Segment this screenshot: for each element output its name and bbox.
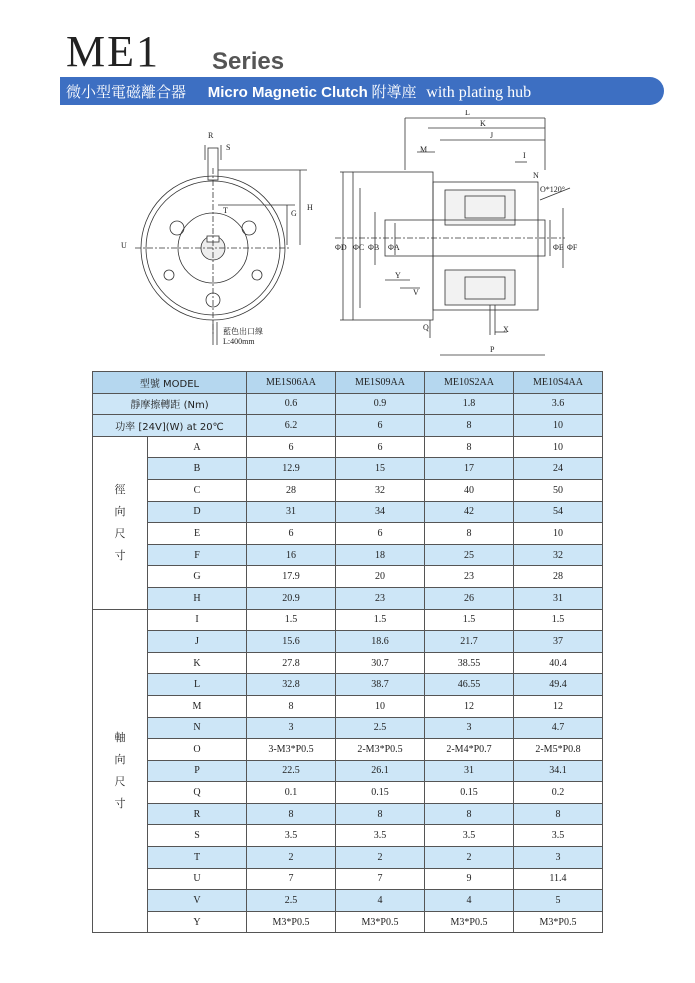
table-cell: 30.7 [336,652,425,674]
table-cell: M3*P0.5 [247,911,336,933]
table-cell: 2.5 [247,890,336,912]
table-cell: 3 [247,717,336,739]
table-cell: 23 [336,587,425,609]
torque-label: 靜摩擦轉距 (Nm) [93,393,247,415]
table-cell: 8 [425,803,514,825]
table-cell: 3 [514,847,603,869]
parameter-label: E [148,523,247,545]
table-row [93,890,603,912]
table-cell: 0.2 [514,782,603,804]
table-cell: 0.6 [247,393,336,415]
table-cell: 6 [336,436,425,458]
table-cell: 6 [247,523,336,545]
parameter-label: V [148,890,247,912]
parameter-label: P [148,760,247,782]
svg-text:T: T [223,206,228,215]
table-cell: 38.55 [425,652,514,674]
table-row [93,825,603,847]
table-cell: 10 [336,695,425,717]
table-row [93,501,603,523]
svg-text:H: H [307,203,313,212]
table-row [93,695,603,717]
svg-text:Y: Y [395,271,401,280]
table-cell: 49.4 [514,674,603,696]
power-label: 功率 [24V](W) at 20℃ [93,415,247,437]
lead-wire-length: L:400mm [223,337,255,346]
svg-text:K: K [480,119,486,128]
table-row [93,803,603,825]
svg-text:J: J [490,131,494,140]
parameter-label: J [148,631,247,653]
table-cell: 2 [425,847,514,869]
table-row [93,868,603,890]
table-cell: 18 [336,544,425,566]
table-cell: 5 [514,890,603,912]
table-cell: 10 [514,523,603,545]
table-cell: 1.5 [247,609,336,631]
table-row [93,523,603,545]
banner-chinese-name: 微小型電磁離合器 [66,83,187,101]
parameter-label: S [148,825,247,847]
table-cell: 32 [514,544,603,566]
table-cell: 3.5 [425,825,514,847]
table-cell: 40 [425,479,514,501]
table-cell: 3.5 [247,825,336,847]
table-cell: 0.9 [336,393,425,415]
table-cell: 12 [425,695,514,717]
table-cell: 37 [514,631,603,653]
table-cell: 6 [247,436,336,458]
table-cell: 2-M4*P0.7 [425,739,514,761]
table-cell: 20 [336,566,425,588]
svg-text:M: M [420,145,428,154]
table-cell: 10 [514,436,603,458]
svg-text:R: R [208,131,214,140]
table-row [93,544,603,566]
svg-text:X: X [503,325,509,334]
svg-text:ΦC: ΦC [353,243,365,252]
table-row [93,911,603,933]
table-cell: 7 [247,868,336,890]
table-cell: 6 [336,415,425,437]
table-cell: 8 [425,436,514,458]
table-row [93,739,603,761]
table-cell: 3.5 [514,825,603,847]
table-cell: 8 [514,803,603,825]
table-cell: 27.8 [247,652,336,674]
table-cell: 8 [247,803,336,825]
table-cell: 6.2 [247,415,336,437]
table-cell: 17 [425,458,514,480]
table-cell: 23 [425,566,514,588]
svg-text:Q: Q [423,323,429,332]
table-cell: 0.15 [425,782,514,804]
table-cell: 34 [336,501,425,523]
table-cell: 0.1 [247,782,336,804]
svg-text:P: P [490,345,495,354]
table-cell: M3*P0.5 [336,911,425,933]
table-cell: 3 [425,717,514,739]
table-cell: 8 [425,523,514,545]
product-banner [60,77,664,105]
table-cell: 54 [514,501,603,523]
svg-text:G: G [291,209,297,218]
table-cell: 21.7 [425,631,514,653]
torque-row [93,393,603,415]
table-cell: 4 [336,890,425,912]
table-row [93,587,603,609]
table-cell: 1.5 [514,609,603,631]
table-cell: 26.1 [336,760,425,782]
table-cell: 24 [514,458,603,480]
table-cell: 8 [336,803,425,825]
model-column-header: ME1S06AA [247,372,336,394]
table-cell: 46.55 [425,674,514,696]
table-cell: 3.5 [336,825,425,847]
table-cell: 28 [514,566,603,588]
svg-text:ΦF: ΦF [567,243,578,252]
table-cell: 31 [425,760,514,782]
parameter-label: D [148,501,247,523]
parameter-label: F [148,544,247,566]
table-cell: 20.9 [247,587,336,609]
svg-text:N: N [533,171,539,180]
banner-english-suffix: with plating hub [426,84,532,101]
svg-text:O*120°: O*120° [540,185,565,194]
banner-chinese-suffix: 附導座 [371,83,417,101]
clutch-technical-drawing [95,110,585,365]
svg-text:ΦE: ΦE [553,243,564,252]
svg-text:U: U [121,241,127,250]
table-cell: 3.6 [514,393,603,415]
table-cell: 2-M3*P0.5 [336,739,425,761]
table-cell: 1.5 [336,609,425,631]
table-cell: 2-M5*P0.8 [514,739,603,761]
parameter-label: M [148,695,247,717]
model-column-header: ME10S4AA [514,372,603,394]
table-cell: M3*P0.5 [425,911,514,933]
parameter-label: K [148,652,247,674]
table-row [93,717,603,739]
lead-wire-label: 藍色出口線 [223,327,263,336]
table-cell: 4 [425,890,514,912]
table-row [93,566,603,588]
table-cell: 8 [425,415,514,437]
parameter-label: U [148,868,247,890]
table-cell: 25 [425,544,514,566]
table-cell: 11.4 [514,868,603,890]
table-row [93,782,603,804]
table-row [93,631,603,653]
table-row [93,652,603,674]
group-label: 軸 向 尺 寸 [93,609,148,933]
table-cell: 0.15 [336,782,425,804]
parameter-label: N [148,717,247,739]
table-row [93,609,603,631]
svg-text:ΦD: ΦD [335,243,347,252]
svg-text:ΦA: ΦA [388,243,400,252]
table-cell: 26 [425,587,514,609]
table-cell: 40.4 [514,652,603,674]
table-cell: 12.9 [247,458,336,480]
table-cell: 2 [247,847,336,869]
table-row [93,479,603,501]
table-header-row [93,372,603,394]
specification-table [92,371,603,933]
parameter-label: I [148,609,247,631]
table-cell: 28 [247,479,336,501]
parameter-label: C [148,479,247,501]
parameter-label: B [148,458,247,480]
parameter-label: A [148,436,247,458]
table-cell: 7 [336,868,425,890]
parameter-label: G [148,566,247,588]
table-cell: 50 [514,479,603,501]
table-cell: 22.5 [247,760,336,782]
table-cell: 17.9 [247,566,336,588]
svg-text:S: S [226,143,231,152]
table-cell: 15.6 [247,631,336,653]
series-label: Series [212,48,285,75]
table-cell: 2 [336,847,425,869]
axial-dimensions-group [93,609,603,933]
table-cell: 42 [425,501,514,523]
parameter-label: L [148,674,247,696]
table-cell: 12 [514,695,603,717]
table-cell: 34.1 [514,760,603,782]
table-cell: 32.8 [247,674,336,696]
table-row [93,436,603,458]
table-cell: 31 [514,587,603,609]
model-header: 型號 MODEL [93,372,247,394]
page-title: ME1 [66,27,160,76]
svg-text:I: I [523,151,526,160]
parameter-label: O [148,739,247,761]
parameter-label: Y [148,911,247,933]
power-row [93,415,603,437]
table-cell: 15 [336,458,425,480]
table-row [93,458,603,480]
table-row [93,847,603,869]
parameter-label: T [148,847,247,869]
table-cell: 3-M3*P0.5 [247,739,336,761]
table-cell: 6 [336,523,425,545]
radial-dimensions-group [93,436,603,609]
table-cell: 31 [247,501,336,523]
table-cell: 9 [425,868,514,890]
table-row [93,674,603,696]
table-row [93,760,603,782]
model-column-header: ME1S09AA [336,372,425,394]
table-cell: 1.8 [425,393,514,415]
table-cell: 16 [247,544,336,566]
banner-english-name: Micro Magnetic Clutch [207,84,368,101]
svg-text:ΦB: ΦB [368,243,380,252]
svg-text:L: L [465,110,470,117]
table-cell: 2.5 [336,717,425,739]
group-label: 徑 向 尺 寸 [93,436,148,609]
table-cell: 18.6 [336,631,425,653]
table-cell: M3*P0.5 [514,911,603,933]
table-cell: 32 [336,479,425,501]
table-cell: 10 [514,415,603,437]
parameter-label: R [148,803,247,825]
table-cell: 4.7 [514,717,603,739]
parameter-label: Q [148,782,247,804]
model-column-header: ME10S2AA [425,372,514,394]
table-cell: 1.5 [425,609,514,631]
parameter-label: H [148,587,247,609]
svg-text:V: V [413,288,419,297]
table-cell: 38.7 [336,674,425,696]
table-cell: 8 [247,695,336,717]
